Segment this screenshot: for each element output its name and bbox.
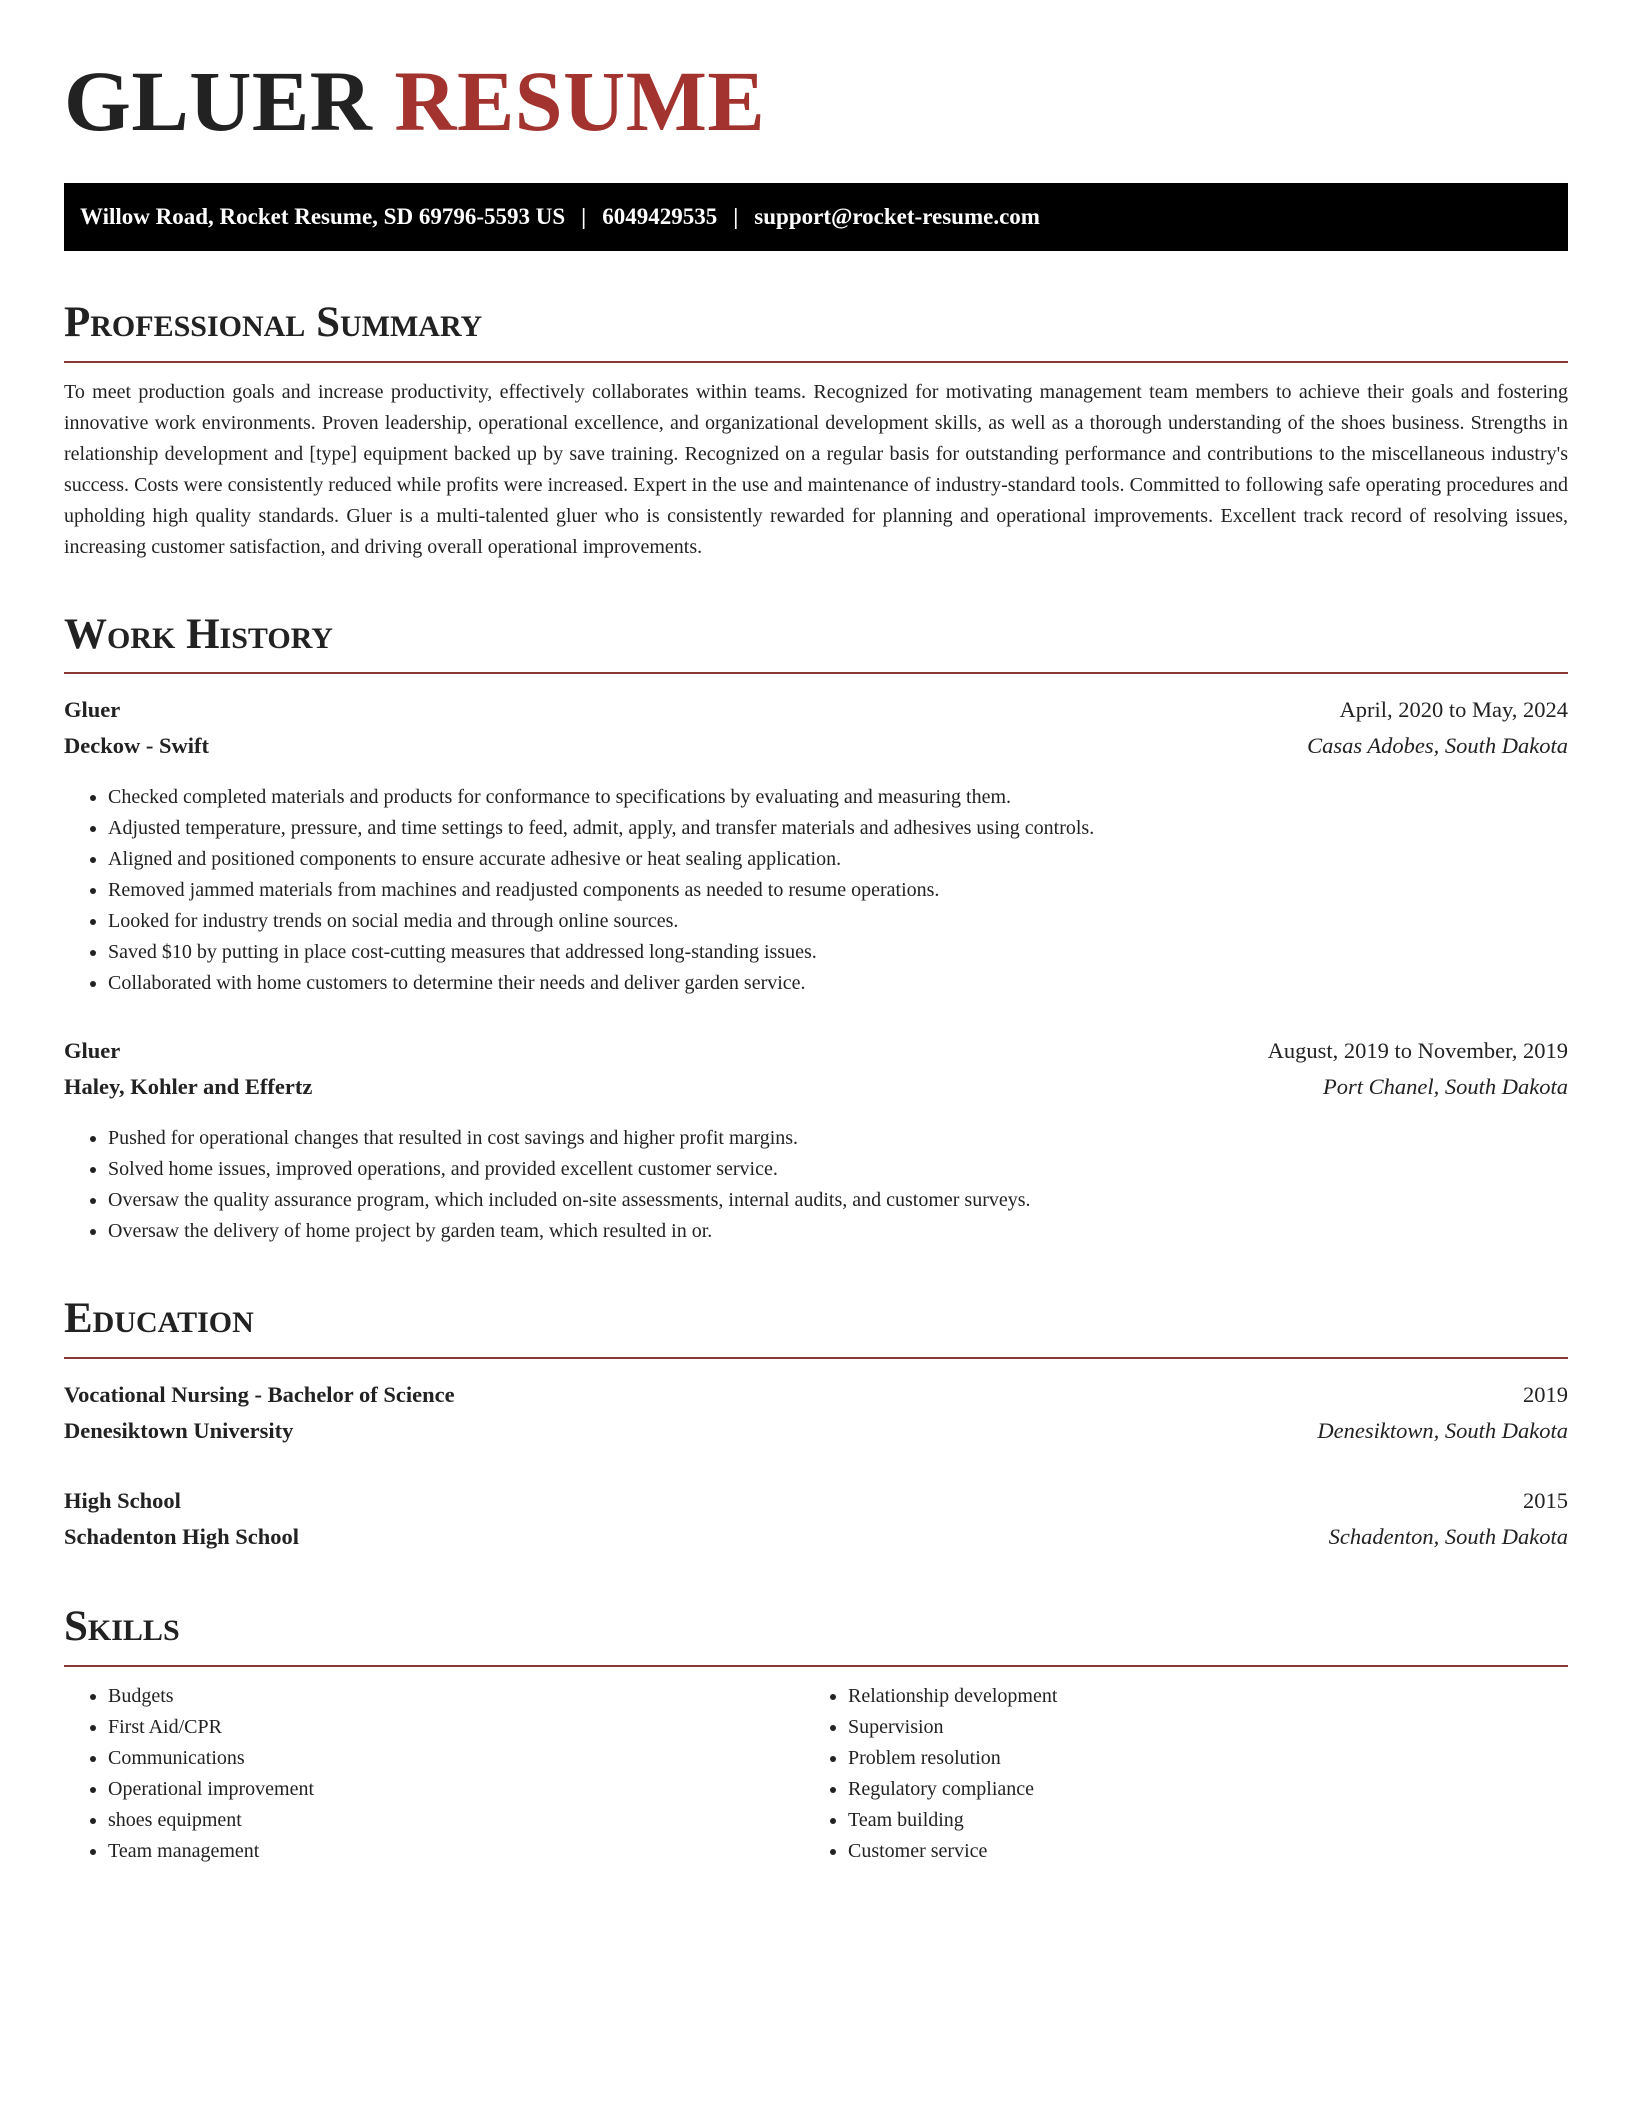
skill-item: • First Aid/CPR	[108, 1712, 804, 1743]
contact-separator: |	[581, 204, 587, 230]
contact-address: Willow Road, Rocket Resume, SD 69796-5593 US	[80, 204, 566, 230]
job-dates: April, 2020 to May, 2024	[1339, 697, 1568, 723]
job-duty: • Oversaw the delivery of home project by garden team, which resulted in or.	[108, 1216, 1568, 1247]
job-dates: August, 2019 to November, 2019	[1267, 1038, 1568, 1064]
job-location: Casas Adobes, South Dakota	[1307, 733, 1568, 759]
education-entry	[64, 1377, 1568, 1449]
skill-item: • shoes equipment	[108, 1805, 804, 1836]
job-entry	[64, 692, 1568, 999]
skills-list	[64, 1681, 1568, 1867]
job-duty: • Checked completed materials and products for conformance to specifications by evaluating and measuring them.	[108, 782, 1568, 813]
job-duty: • Aligned and positioned components to ensure accurate adhesive or heat sealing application.	[108, 844, 1568, 875]
last-name: RESUME	[394, 53, 766, 149]
skill-item: • Regulatory compliance	[848, 1774, 1057, 1805]
job-duty: • Adjusted temperature, pressure, and time settings to feed, admit, apply, and transfer materials and adhesives using controls.	[108, 813, 1568, 844]
resume-name	[64, 50, 1568, 153]
education-year: 2019	[1523, 1381, 1568, 1407]
first-name: GLUER	[64, 53, 373, 149]
skill-item: • Problem resolution	[848, 1743, 1057, 1774]
job-position: Gluer	[64, 697, 121, 723]
skill-item: • Communications	[108, 1743, 804, 1774]
skill-item: • Customer service	[848, 1836, 1057, 1867]
job-duty: • Pushed for operational changes that resulted in cost savings and higher profit margins.	[108, 1123, 1568, 1154]
education-location: Denesiktown, South Dakota	[1317, 1417, 1568, 1443]
skills-column-1	[64, 1681, 804, 1867]
skill-item: • Operational improvement	[108, 1774, 804, 1805]
skill-item: • Team management	[108, 1836, 804, 1867]
job-duty: • Oversaw the quality assurance program, which included on-site assessments, internal audits, and customer surveys.	[108, 1185, 1568, 1216]
job-company: Deckow - Swift	[64, 733, 209, 759]
job-entry	[64, 1033, 1568, 1247]
section-title-work-history: Work History	[64, 609, 1568, 675]
section-title-summary: Professional Summary	[64, 297, 1568, 363]
section-title-education: Education	[64, 1293, 1568, 1359]
education-year: 2015	[1523, 1487, 1568, 1513]
job-duty: • Solved home issues, improved operations, and provided excellent customer service.	[108, 1154, 1568, 1185]
job-duty: • Looked for industry trends on social media and through online sources.	[108, 906, 1568, 937]
summary-text: To meet production goals and increase productivity, effectively collaborates within teams. Recognized for motivating management team members to achieve their goals and fostering innovative work environments. Proven leadership, operational excellence, and organizational development skills, as well as a thorough understanding of the shoes business. Strengths in relationship development and [type] equipment backed up by save training. Recognized on a regular basis for outstanding performance and contributions to the miscellaneous industry's success. Costs were consistently reduced while profits were increased. Expert in the use and maintenance of industry-standard tools. Committed to following safe operating procedures and upholding high quality standards. Gluer is a multi-talented gluer who is consistently rewarded for planning and operational improvements. Excellent track record of resolving issues, increasing customer satisfaction, and driving overall operational improvements.	[64, 380, 1568, 558]
section-title-skills: Skills	[64, 1601, 1568, 1667]
education-degree: High School	[64, 1487, 181, 1513]
education-school: Denesiktown University	[64, 1417, 294, 1443]
job-duties-list	[64, 782, 1568, 999]
skill-item: • Relationship development	[848, 1681, 1057, 1712]
job-duty: • Collaborated with home customers to determine their needs and deliver garden service.	[108, 968, 1568, 999]
job-duty: • Saved $10 by putting in place cost-cutting measures that addressed long-standing issues.	[108, 937, 1568, 968]
education-location: Schadenton, South Dakota	[1328, 1523, 1568, 1549]
skill-item: • Supervision	[848, 1712, 1057, 1743]
contact-phone: 6049429535	[602, 204, 718, 230]
contact-separator: |	[733, 204, 739, 230]
job-position: Gluer	[64, 1038, 121, 1064]
skills-column-2	[804, 1681, 1057, 1867]
skill-item: • Team building	[848, 1805, 1057, 1836]
job-location: Port Chanel, South Dakota	[1323, 1074, 1568, 1100]
education-school: Schadenton High School	[64, 1523, 300, 1549]
job-company: Haley, Kohler and Effertz	[64, 1074, 313, 1100]
education-entry	[64, 1483, 1568, 1555]
job-duty: • Removed jammed materials from machines and readjusted components as needed to resume operations.	[108, 875, 1568, 906]
education-degree: Vocational Nursing - Bachelor of Science	[64, 1381, 455, 1407]
contact-email: support@rocket-resume.com	[754, 204, 1040, 230]
contact-bar	[64, 183, 1568, 251]
job-duties-list	[64, 1123, 1568, 1247]
skill-item: • Budgets	[108, 1681, 804, 1712]
